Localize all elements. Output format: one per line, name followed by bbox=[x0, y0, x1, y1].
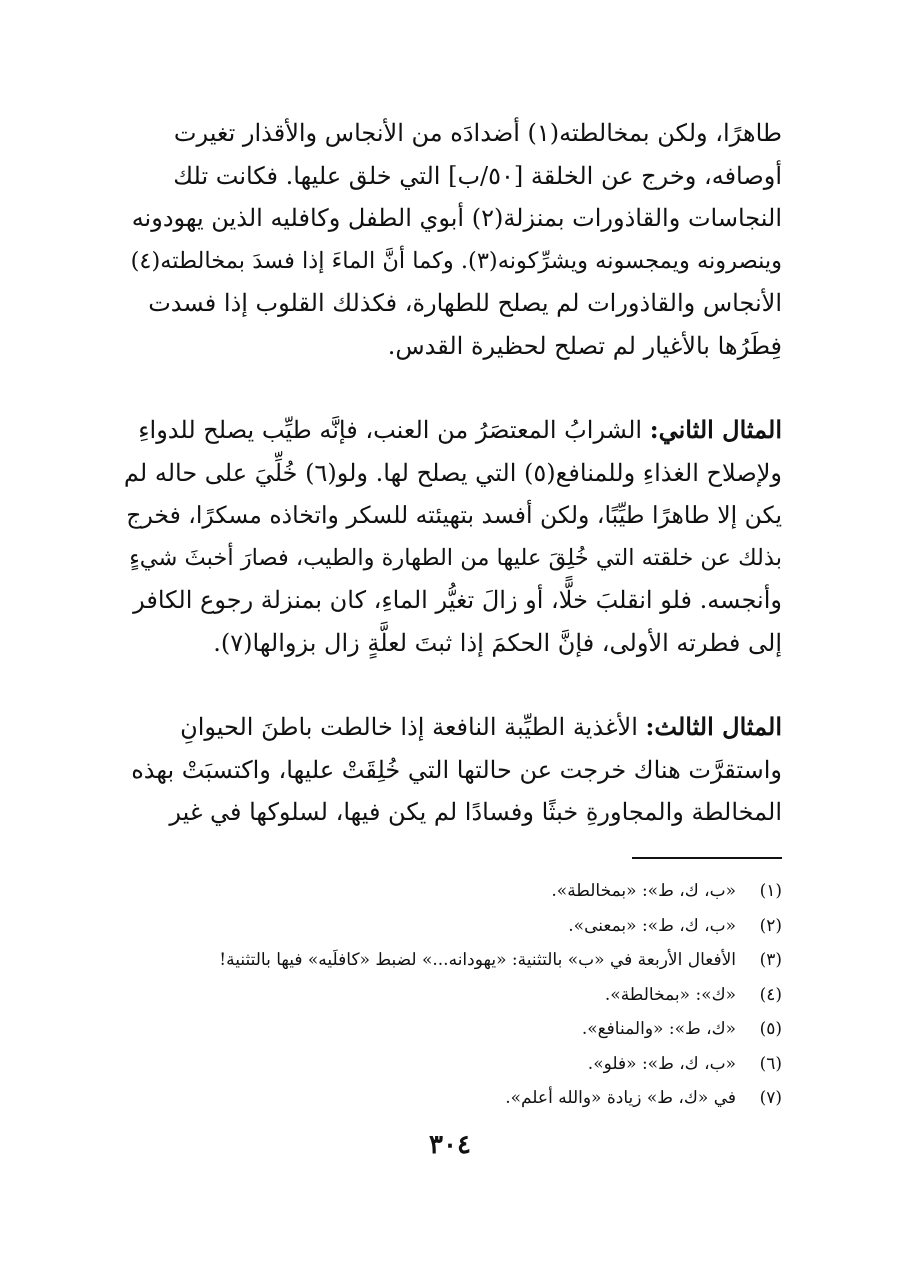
text-line-content: الأغذية الطيِّبة النافعة إذا خالطت باطنَ الحيوانِ bbox=[180, 713, 638, 741]
footnote-text: الأفعال الأربعة في «ب» بالتثنية: «يهودانه...» لضبط «كافلَيه» فيها بالتثنية! bbox=[219, 950, 736, 970]
paragraph-1 bbox=[118, 112, 782, 367]
footnote-item bbox=[118, 909, 782, 944]
footnote-number: (٤) bbox=[759, 984, 782, 1005]
footnote-text: «ب، ك، ط»: «بمعنى». bbox=[568, 915, 736, 936]
footnote-text: «ك، ط»: «والمنافع». bbox=[581, 1019, 736, 1039]
paragraph-3 bbox=[118, 706, 782, 834]
footnote-number: (٥) bbox=[759, 1019, 782, 1039]
footnote-item bbox=[118, 1012, 782, 1047]
text-line: طاهرًا، ولكن بمخالطته(١) أضدادَه من الأنجاس والأقذار تغيرت bbox=[173, 119, 782, 147]
page-number: ٣٠٤ bbox=[429, 1130, 471, 1160]
footnote-separator bbox=[632, 857, 782, 859]
text-line: واستقرَّت هناك خرجت عن حالتها التي خُلِقَتْ عليها، واكتسبَتْ بهذه bbox=[131, 755, 782, 784]
text-line: إلى فطرته الأولى، فإنَّ الحكمَ إذا ثبتَ لعلَّةٍ زال بزوالها(٧). bbox=[213, 628, 782, 657]
text-line: يكن إلا طاهرًا طيِّبًا، ولكن أفسد بتهيئته للسكر واتخاذه مسكرًا، فخرج bbox=[126, 501, 782, 529]
footnote-number: (٧) bbox=[759, 1088, 782, 1108]
footnote-item bbox=[118, 1081, 782, 1116]
footnote-text: «ك»: «بمخالطة». bbox=[604, 984, 736, 1005]
footnote-item bbox=[118, 1047, 782, 1082]
footnote-number: (٢) bbox=[759, 915, 782, 936]
footnote-item bbox=[118, 943, 782, 978]
text-line-content: الشرابُ المعتصَرُ من العنب، فإنَّه طيِّب يصلح للدواءِ bbox=[138, 416, 643, 444]
paragraph-label: المثال الثاني: bbox=[649, 415, 782, 444]
footnote-number: (٦) bbox=[759, 1053, 782, 1074]
text-line bbox=[118, 409, 782, 452]
footnote-number: (٣) bbox=[759, 950, 782, 970]
footnote-item bbox=[118, 874, 782, 909]
footnote-text: «ب، ك، ط»: «فلو». bbox=[587, 1053, 736, 1074]
paragraph-2 bbox=[118, 409, 782, 664]
text-line: أوصافه، وخرج عن الخلقة [٥٠/ب] التي خلق عليها. فكانت تلك bbox=[173, 161, 782, 190]
text-line: النجاسات والقاذورات بمنزلة(٢) أبوي الطفل وكافليه الذين يهودونه bbox=[131, 204, 782, 232]
footnote-item bbox=[118, 978, 782, 1013]
paragraph-label: المثال الثالث: bbox=[645, 712, 782, 741]
footnotes-list bbox=[118, 874, 782, 1116]
text-line: وينصرونه ويمجسونه ويشرِّكونه(٣). وكما أنَّ الماءَ إذا فسدَ بمخالطته(٤) bbox=[130, 247, 782, 274]
text-line: بذلك عن خلقته التي خُلِقَ عليها من الطهارة والطيب، فصارَ أخبثَ شيءٍ bbox=[129, 544, 782, 571]
text-line: فِطَرُها بالأغيار لم تصلح لحظيرة القدس. bbox=[387, 331, 782, 360]
text-line: وأنجسه. فلو انقلبَ خلًّا، أو زالَ تغيُّر الماءِ، كان بمنزلة رجوع الكافر bbox=[133, 586, 782, 614]
footnote-text: في «ك، ط» زيادة «والله أعلم». bbox=[505, 1088, 736, 1108]
book-page bbox=[118, 112, 782, 1271]
text-line: المخالطة والمجاورةِ خبثًا وفسادًا لم يكن فيها، لسلوكها في غير bbox=[169, 798, 782, 826]
text-line bbox=[118, 706, 782, 749]
text-line: الأنجاس والقاذورات لم يصلح للطهارة، فكذلك القلوب إذا فسدت bbox=[148, 289, 782, 317]
footnote-text: «ب، ك، ط»: «بمخالطة». bbox=[551, 881, 736, 901]
text-line: ولإصلاح الغذاءِ وللمنافع(٥) التي يصلح لها. ولو(٦) خُلِّيَ على حاله لم bbox=[123, 458, 782, 487]
footnote-number: (١) bbox=[759, 881, 782, 901]
